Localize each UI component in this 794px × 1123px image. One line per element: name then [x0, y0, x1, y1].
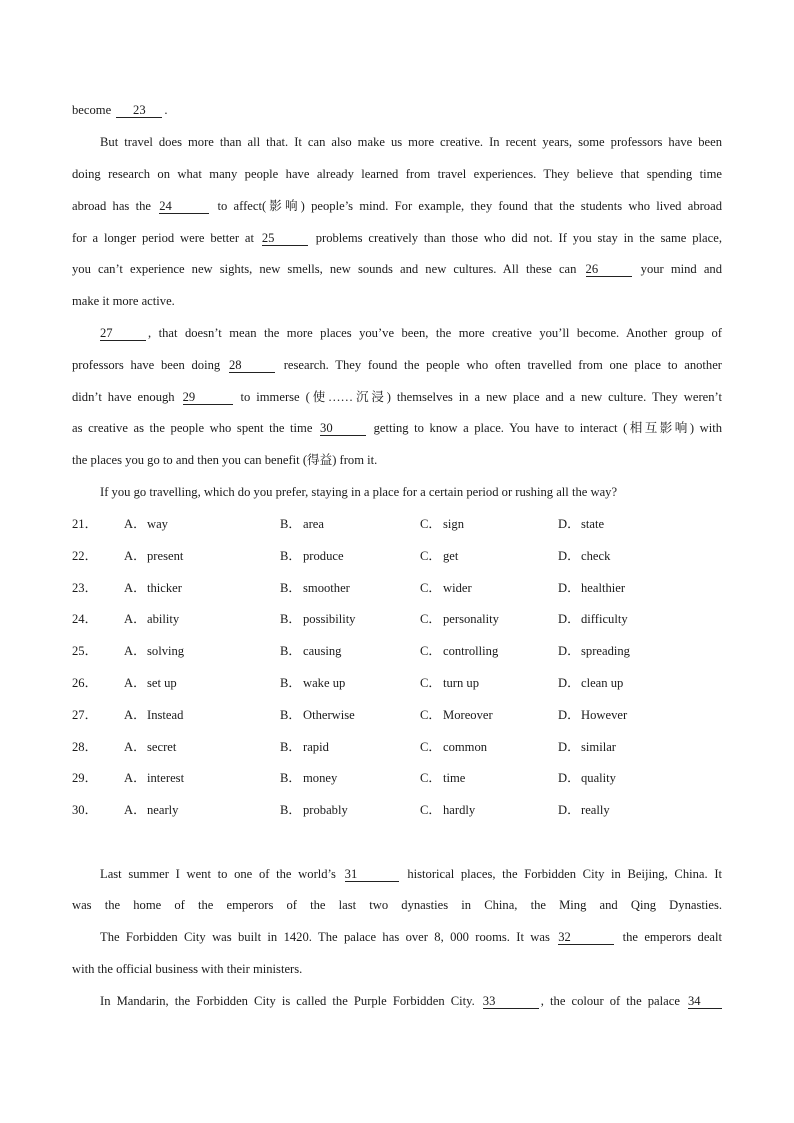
blank-29: 29 — [183, 391, 233, 405]
option-b — [280, 770, 337, 786]
option-text: check — [581, 548, 611, 563]
text-segment: Last summer I went to one of the world’s — [100, 867, 336, 881]
option-text: smoother — [303, 580, 350, 595]
question-number: 24． — [72, 612, 98, 627]
option-letter: A． — [124, 580, 146, 595]
blank-24: 24 — [159, 200, 209, 214]
option-d — [558, 611, 628, 627]
option-letter: B． — [280, 803, 301, 818]
text-segment: for a longer period were better at — [72, 231, 254, 245]
option-letter: A． — [124, 707, 146, 722]
option-letter: B． — [280, 676, 301, 690]
option-text: way — [147, 517, 168, 531]
option-letter: B． — [280, 548, 301, 563]
option-text: Instead — [147, 707, 184, 722]
option-text: state — [581, 517, 605, 531]
option-text: wake up — [303, 676, 346, 690]
question-number: 29． — [72, 771, 98, 786]
passage2-line1 — [100, 866, 722, 882]
text-segment: The Forbidden City was built in 1420. The palace has over 8, 000 rooms. It was — [100, 930, 550, 944]
option-a — [124, 707, 183, 723]
option-text: wider — [443, 580, 472, 595]
text-segment: problems creatively than those who did not. If you stay in the same place, — [315, 231, 722, 245]
text-segment: In Mandarin, the Forbidden City is called the Purple Forbidden City. — [100, 994, 475, 1008]
text-segment: historical places, the Forbidden City in Beijing, China. It — [407, 867, 723, 881]
option-letter: A． — [124, 803, 146, 818]
text-segment: , the colour of the palace — [540, 994, 680, 1008]
option-letter: D． — [558, 739, 580, 754]
option-row — [72, 580, 722, 596]
option-a — [124, 643, 184, 659]
text-segment: to immerse (使……沉浸) themselves in a new place and a new culture. They weren’t — [240, 390, 722, 404]
option-text: produce — [303, 548, 344, 563]
option-a — [124, 580, 182, 596]
option-a — [124, 802, 178, 818]
passage1-line7: make it more active. — [72, 294, 175, 308]
text-segment: getting to know a place. You have to interact (相互影响) with — [373, 421, 722, 435]
option-row — [72, 548, 722, 564]
blank-25: 25 — [262, 232, 308, 246]
option-text: nearly — [147, 803, 179, 818]
blank-33: 33 — [483, 995, 539, 1009]
option-letter: C． — [420, 739, 441, 754]
option-letter: D． — [558, 771, 580, 786]
option-b — [280, 516, 324, 532]
option-letter: B． — [280, 517, 301, 531]
option-text: interest — [147, 771, 185, 786]
option-row — [72, 739, 722, 755]
option-letter: B． — [280, 707, 301, 722]
option-letter: A． — [124, 644, 146, 659]
option-a — [124, 675, 177, 691]
text-segment: didn’t have enough — [72, 390, 175, 404]
passage1-line9 — [72, 357, 722, 373]
passage1-question: If you go travelling, which do you prefer, staying in a place for a certain period or rushing all the way? — [100, 485, 618, 499]
text-segment: the emperors dealt — [622, 930, 722, 944]
option-text: healthier — [581, 580, 626, 595]
option-text: area — [303, 517, 324, 531]
option-text: common — [443, 739, 488, 754]
passage1-line2: But travel does more than all that. It can also make us more creative. In recent years, some professors have been — [100, 135, 722, 149]
passage1-line1 — [72, 102, 722, 118]
option-text: solving — [147, 644, 185, 659]
option-d — [558, 548, 610, 564]
option-text: get — [443, 548, 459, 563]
question-number: 27． — [72, 707, 98, 722]
passage2-line4: with the official business with their ministers. — [72, 962, 303, 976]
blank-31: 31 — [345, 868, 399, 882]
option-letter: B． — [280, 771, 301, 786]
option-letter: D． — [558, 707, 580, 722]
option-c — [420, 548, 458, 564]
option-c — [420, 516, 464, 532]
option-text: controlling — [443, 644, 499, 659]
passage1-line5 — [72, 230, 722, 246]
option-text: difficulty — [581, 612, 628, 627]
option-letter: D． — [558, 676, 580, 690]
text-segment: as creative as the people who spent the time — [72, 421, 313, 435]
blank-23: 23 — [116, 104, 162, 118]
option-text: money — [303, 771, 338, 786]
option-row — [72, 802, 722, 818]
option-letter: D． — [558, 644, 580, 659]
blank-30: 30 — [320, 422, 366, 436]
option-text: Moreover — [443, 707, 493, 722]
option-d — [558, 770, 616, 786]
option-letter: C． — [420, 676, 441, 690]
option-c — [420, 802, 475, 818]
text-segment: professors have been doing — [72, 358, 221, 372]
option-text: time — [443, 771, 466, 786]
text-segment: , that doesn’t mean the more places you’ve been, the more creative you’ll become. Another group of — [148, 326, 722, 340]
passage1-line12: the places you go to and then you can benefit (得益) from it. — [72, 453, 378, 467]
passage1-line6 — [72, 261, 722, 277]
option-letter: A． — [124, 676, 146, 690]
option-text: similar — [581, 739, 616, 754]
text-segment: your mind and — [640, 262, 723, 276]
option-b — [280, 707, 355, 723]
passage2-line5 — [100, 993, 722, 1009]
option-row — [72, 611, 722, 627]
option-letter: C． — [420, 707, 441, 722]
option-letter: B． — [280, 612, 301, 627]
passage1-line3: doing research on what many people have already learned from travel experiences. They believe that spending time — [72, 167, 722, 181]
text-segment: to affect(影响) people’s mind. For example, they found that the students who lived abroad — [217, 199, 722, 213]
passage1-line8 — [100, 325, 722, 341]
blank-27: 27 — [100, 327, 146, 341]
passage1-line4 — [72, 198, 722, 214]
option-b — [280, 548, 344, 564]
option-a — [124, 611, 179, 627]
question-number: 25． — [72, 644, 98, 659]
option-c — [420, 739, 487, 755]
option-text: hardly — [443, 803, 476, 818]
option-row — [72, 770, 722, 786]
option-letter: C． — [420, 612, 441, 627]
question-number: 26． — [72, 676, 98, 690]
option-row — [72, 643, 722, 659]
option-letter: A． — [124, 771, 146, 786]
option-text: causing — [303, 644, 342, 659]
option-text: possibility — [303, 612, 356, 627]
option-text: sign — [443, 517, 464, 531]
option-letter: B． — [280, 739, 301, 754]
option-letter: C． — [420, 517, 441, 531]
option-b — [280, 739, 329, 755]
option-b — [280, 802, 348, 818]
option-text: rapid — [303, 739, 329, 754]
option-letter: A． — [124, 517, 146, 531]
option-row — [72, 707, 722, 723]
question-number: 30． — [72, 803, 98, 818]
passage1-line10 — [72, 389, 722, 405]
option-letter: C． — [420, 580, 441, 595]
option-letter: D． — [558, 580, 580, 595]
option-d — [558, 802, 610, 818]
option-text: clean up — [581, 676, 624, 690]
option-a — [124, 516, 168, 532]
option-d — [558, 516, 604, 532]
option-c — [420, 770, 465, 786]
blank-26: 26 — [586, 263, 632, 277]
option-letter: C． — [420, 803, 441, 818]
option-letter: D． — [558, 612, 580, 627]
option-a — [124, 739, 176, 755]
option-text: quality — [581, 771, 616, 786]
option-letter: D． — [558, 517, 580, 531]
option-c — [420, 643, 498, 659]
text-segment: . — [164, 103, 168, 117]
option-text: present — [147, 548, 184, 563]
text-segment: you can’t experience new sights, new smells, new sounds and new cultures. All these can — [72, 262, 577, 276]
blank-34: 34 — [688, 995, 722, 1009]
option-text: Otherwise — [303, 707, 355, 722]
question-number: 23． — [72, 580, 98, 595]
option-letter: B． — [280, 644, 301, 659]
option-a — [124, 770, 184, 786]
option-c — [420, 707, 493, 723]
option-letter: C． — [420, 548, 441, 563]
option-letter: D． — [558, 803, 580, 818]
option-a — [124, 548, 183, 564]
option-d — [558, 643, 630, 659]
option-letter: C． — [420, 644, 441, 659]
option-d — [558, 707, 627, 723]
option-c — [420, 580, 472, 596]
blank-28: 28 — [229, 359, 275, 373]
option-text: probably — [303, 803, 348, 818]
question-number: 28． — [72, 739, 98, 754]
option-letter: D． — [558, 548, 580, 563]
option-d — [558, 580, 625, 596]
option-b — [280, 643, 341, 659]
passage2-line2: was the home of the emperors of the last two dynasties in China, the Ming and Qing Dynasties. — [72, 898, 722, 912]
option-row — [72, 516, 722, 532]
option-b — [280, 580, 350, 596]
option-letter: A． — [124, 548, 146, 563]
option-text: turn up — [443, 676, 480, 690]
text-segment: abroad has the — [72, 199, 151, 213]
passage2-line3 — [100, 929, 722, 945]
text-segment: become — [72, 103, 112, 117]
option-text: thicker — [147, 580, 182, 595]
text-segment: research. They found the people who often travelled from one place to another — [283, 358, 723, 372]
option-d — [558, 675, 623, 691]
option-text: spreading — [581, 644, 630, 659]
option-text: ability — [147, 612, 180, 627]
option-letter: B． — [280, 580, 301, 595]
option-text: personality — [443, 612, 499, 627]
option-text: really — [581, 803, 610, 818]
option-letter: C． — [420, 771, 441, 786]
option-text: set up — [147, 676, 177, 690]
option-b — [280, 675, 345, 691]
option-text: However — [581, 707, 628, 722]
option-c — [420, 611, 499, 627]
question-number: 22． — [72, 548, 98, 563]
option-c — [420, 675, 479, 691]
option-text: secret — [147, 739, 177, 754]
option-d — [558, 739, 616, 755]
passage1-line11 — [72, 420, 722, 436]
option-b — [280, 611, 355, 627]
blank-32: 32 — [558, 931, 614, 945]
option-letter: A． — [124, 612, 146, 627]
option-row — [72, 675, 722, 691]
option-letter: A． — [124, 739, 146, 754]
question-number: 21． — [72, 517, 98, 531]
